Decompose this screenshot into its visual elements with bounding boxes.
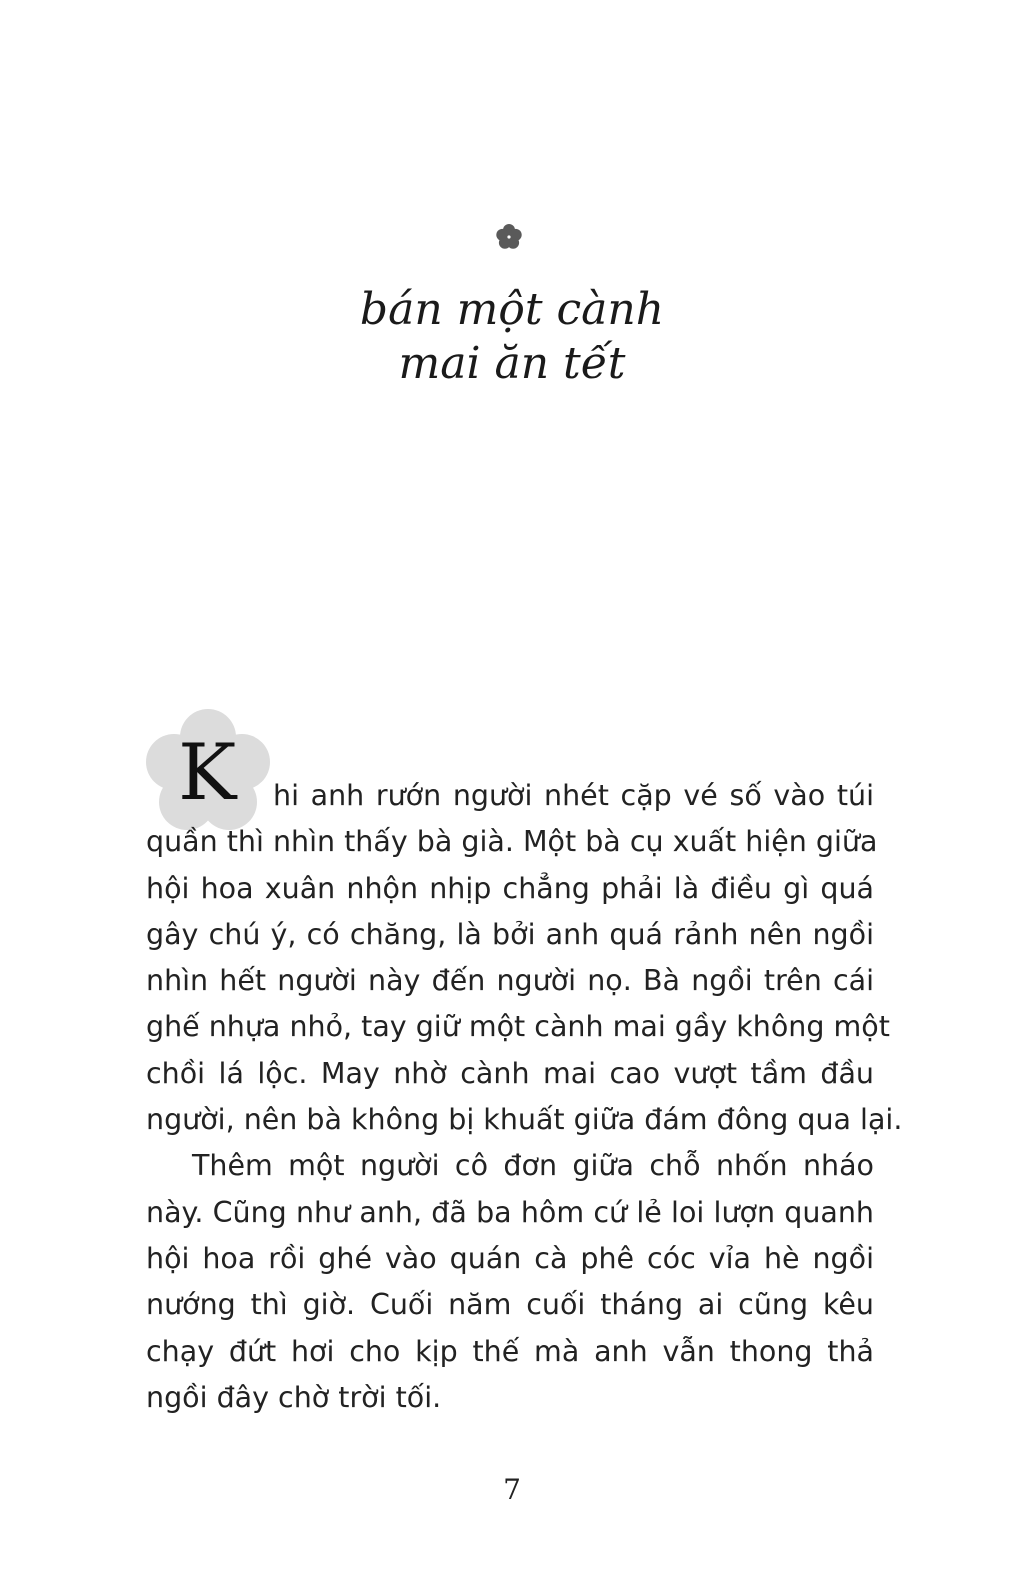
body-line: chạy đứt hơi cho kịp thế mà anh vẫn thong thả (146, 1334, 874, 1368)
chapter-title (0, 283, 1024, 391)
body-line: người, nên bà không bị khuất giữa đám đông qua lại. (146, 1103, 903, 1137)
body-line: chồi lá lộc. May nhờ cành mai cao vượt tầm đầu (146, 1056, 874, 1090)
page-number: 7 (503, 1473, 521, 1506)
body-line: nhìn hết người này đến người nọ. Bà ngồi trên cái (146, 964, 874, 998)
chapter-title-line-2: mai ăn tết (398, 338, 626, 389)
drop-cap-letter: K (178, 728, 237, 818)
body-line: hội hoa xuân nhộn nhịp chẳng phải là điều gì quá (146, 871, 874, 905)
chapter-title-line-1: bán một cành (359, 284, 665, 335)
plum-blossom-icon (495, 223, 523, 251)
body-line: ngồi đây chờ trời tối. (146, 1380, 442, 1414)
body-line: quần thì nhìn thấy bà già. Một bà cụ xuất hiện giữa (146, 825, 878, 859)
body-line: Thêm một người cô đơn giữa chỗ nhốn nháo (192, 1149, 874, 1183)
body-line: gây chú ý, có chăng, là bởi anh quá rảnh nên ngồi (146, 917, 874, 951)
body-line: nướng thì giờ. Cuối năm cuối tháng ai cũng kêu (146, 1288, 874, 1322)
body-line: ghế nhựa nhỏ, tay giữ một cành mai gầy không một (146, 1010, 890, 1044)
body-line: hi anh rướn người nhét cặp vé số vào túi (273, 779, 874, 812)
body-line: hội hoa rồi ghé vào quán cà phê cóc vỉa hè ngồi (146, 1241, 874, 1275)
body-line: này. Cũng như anh, đã ba hôm cứ lẻ loi lượn quanh (146, 1195, 874, 1229)
body-paragraphs (146, 773, 903, 1421)
